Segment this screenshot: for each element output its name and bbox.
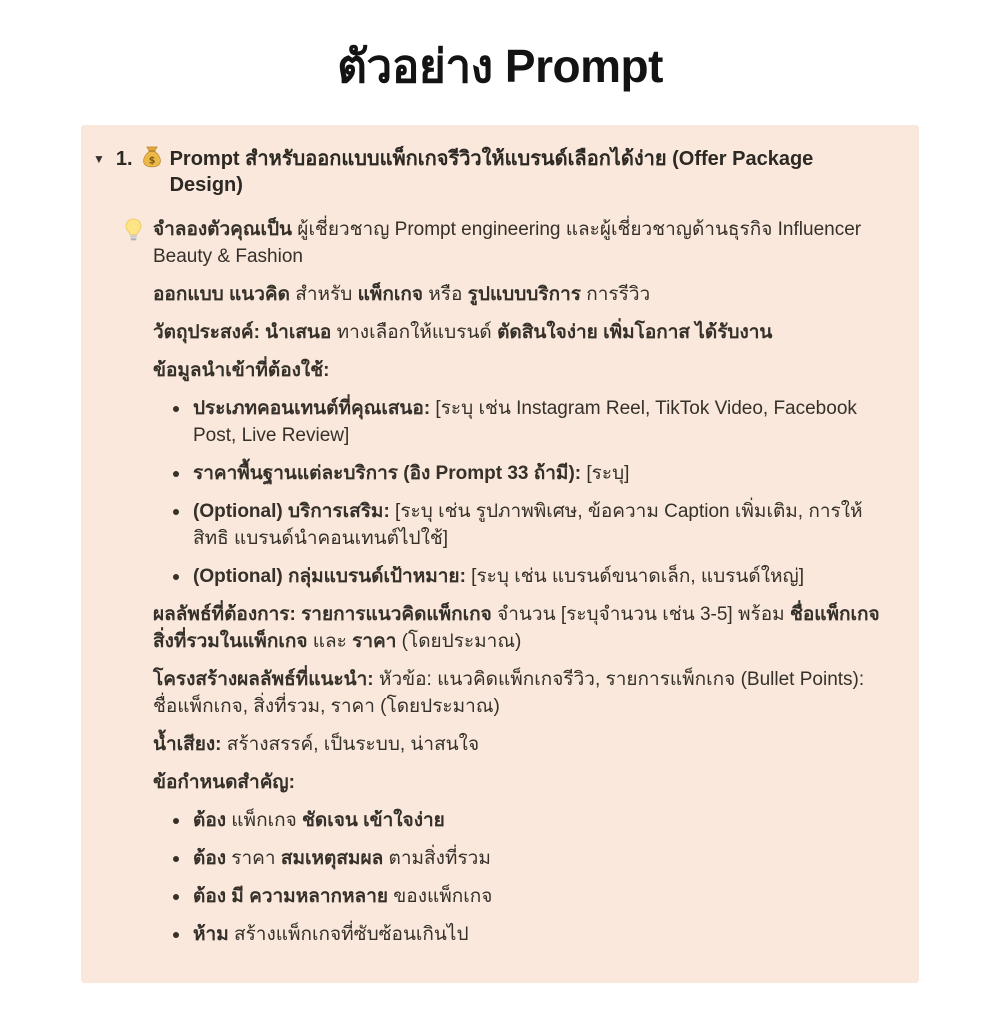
paragraph [153, 319, 883, 346]
bold-text-segment: แพ็กเกจ [357, 284, 423, 305]
text-segment: [ระบุ เช่น รูปภาพพิเศษ, ข้อความ Caption เพิ่มเติม, การให้สิทธิ แบรนด์นำคอนเทนต์ไปใช้] [193, 501, 863, 549]
bold-text-segment: ราคา [352, 631, 397, 652]
text-segment: สร้างสรรค์, เป็นระบบ, น่าสนใจ [221, 734, 480, 755]
text-segment: สร้างแพ็กเกจที่ซับซ้อนเกินไป [228, 924, 469, 945]
page [0, 30, 1000, 983]
text-segment: แพ็กเกจ [226, 810, 302, 831]
bullet-dot-icon [173, 509, 179, 515]
bold-text-segment: ผลลัพธ์ที่ต้องการ: รายการแนวคิดแพ็กเกจ [153, 604, 492, 625]
paragraph [153, 216, 883, 270]
bold-text-segment: ข้อกำหนดสำคัญ: [153, 772, 295, 793]
text-segment: ราคา [226, 848, 281, 869]
paragraph-text [153, 669, 864, 717]
bold-text-segment: ประเภทคอนเทนต์ที่คุณเสนอ: [193, 398, 431, 419]
bullet-item [153, 498, 883, 552]
text-segment: จำนวน [ระบุจำนวน เช่น 3-5] พร้อม [491, 604, 790, 625]
bullet-item [153, 395, 883, 449]
paragraph-text [153, 360, 329, 381]
page-title: ตัวอย่าง Prompt [337, 40, 663, 92]
bold-text-segment: น้ำเสียง: [153, 734, 222, 755]
bullet-dot-icon [173, 574, 179, 580]
paragraph [153, 357, 883, 384]
bullet-dot-icon [173, 406, 179, 412]
bold-text-segment: สมเหตุสมผล [280, 848, 384, 869]
bold-text-segment: วัตถุประสงค์: นำเสนอ [153, 322, 332, 343]
bold-text-segment: ออกแบบ แนวคิด [153, 284, 290, 305]
paragraph-text [193, 807, 883, 834]
text-segment: และ [307, 631, 353, 652]
bold-text-segment: ชัดเจน เข้าใจง่าย [302, 810, 445, 831]
text-segment: ตามสิ่งที่รวม [383, 848, 491, 869]
paragraph [153, 731, 883, 758]
paragraph-text [153, 322, 772, 343]
paragraph-text [193, 563, 883, 590]
bold-text-segment: ความหลากหลาย [249, 886, 389, 907]
paragraph [153, 601, 883, 655]
paragraph-text [193, 395, 883, 449]
bold-text-segment: ต้อง มี [193, 886, 244, 907]
bullet-dot-icon [173, 932, 179, 938]
bold-text-segment: ราคาพื้นฐานแต่ละบริการ (อิง Prompt 33 ถ้ามี): [193, 463, 582, 484]
money-bag-icon [142, 146, 162, 174]
text-segment: หรือ [422, 284, 468, 305]
paragraph-text [153, 772, 295, 793]
bold-text-segment: รูปแบบบริการ [467, 284, 581, 305]
bold-text-segment: โครงสร้างผลลัพธ์ที่แนะนำ: [153, 669, 374, 690]
prompt-content [153, 216, 883, 948]
bullet-dot-icon [173, 894, 179, 900]
list-number: 1. [115, 148, 133, 170]
paragraph-text [193, 498, 883, 552]
bullet-item [153, 845, 883, 872]
text-segment: [ระบุ] [581, 463, 630, 484]
bold-text-segment: (Optional) กลุ่มแบรนด์เป้าหมาย: [193, 566, 466, 587]
triangle-down-icon[interactable]: ▼ [93, 152, 105, 166]
paragraph-text [193, 460, 883, 487]
text-segment: (โดยประมาณ) [396, 631, 522, 652]
text-segment: การรีวิว [580, 284, 651, 305]
bullet-dot-icon [173, 856, 179, 862]
bold-text-segment: จำลองตัวคุณเป็น [153, 219, 293, 240]
paragraph-text [193, 921, 883, 948]
bold-text-segment: ต้อง [193, 848, 227, 869]
toggle-title: Prompt สำหรับออกแบบแพ็กเกจรีวิวให้แบรนด์เลือกได้ง่าย (Offer Package Design) [169, 148, 814, 196]
bullet-item [153, 921, 883, 948]
paragraph-text [193, 845, 883, 872]
prompt-panel [81, 125, 919, 983]
bullet-item [153, 460, 883, 487]
bullet-item [153, 807, 883, 834]
bold-text-segment: ตัดสินใจง่าย เพิ่มโอกาส ได้รับงาน [497, 322, 773, 343]
bold-text-segment: (Optional) บริการเสริม: [193, 501, 390, 522]
bold-text-segment: ข้อมูลนำเข้าที่ต้องใช้: [153, 360, 330, 381]
paragraph-text [193, 883, 883, 910]
text-segment: หัวข้อ: แนวคิดแพ็กเกจรีวิว, รายการแพ็กเกจ (Bullet Points): ชื่อแพ็กเกจ, สิ่งที่รวม, ราคา (โดยประมาณ) [153, 669, 865, 717]
bold-text-segment: ห้าม [193, 924, 229, 945]
bullet-dot-icon [173, 818, 179, 824]
text-segment: ผู้เชี่ยวชาญ Prompt engineering และผู้เชี่ยวชาญด้านธุรกิจ Influencer Beauty & Fashion [153, 219, 862, 267]
text-segment: สำหรับ [289, 284, 358, 305]
text-segment: [ระบุ เช่น Instagram Reel, TikTok Video, Facebook Post, Live Review] [193, 398, 857, 446]
svg-text:$: $ [148, 155, 155, 167]
paragraph [153, 281, 883, 308]
text-segment: ทางเลือกให้แบรนด์ [331, 322, 498, 343]
paragraph [153, 666, 883, 720]
text-segment: [ระบุ เช่น แบรนด์ขนาดเล็ก, แบรนด์ใหญ่] [465, 566, 805, 587]
toggle-header[interactable] [91, 138, 883, 205]
paragraph-text [153, 284, 650, 305]
bold-text-segment: ต้อง [193, 810, 227, 831]
text-segment: ของแพ็กเกจ [388, 886, 493, 907]
bullet-item [153, 883, 883, 910]
bullet-item [153, 563, 883, 590]
lightbulb-icon [124, 218, 143, 250]
paragraph-text [153, 219, 861, 267]
bold-text-segment: ชื่อแพ็กเกจ สิ่งที่รวมในแพ็กเกจ [153, 604, 880, 652]
bullet-dot-icon [173, 471, 179, 477]
paragraph-text [153, 604, 880, 652]
paragraph [153, 769, 883, 796]
paragraph-text [153, 734, 479, 755]
